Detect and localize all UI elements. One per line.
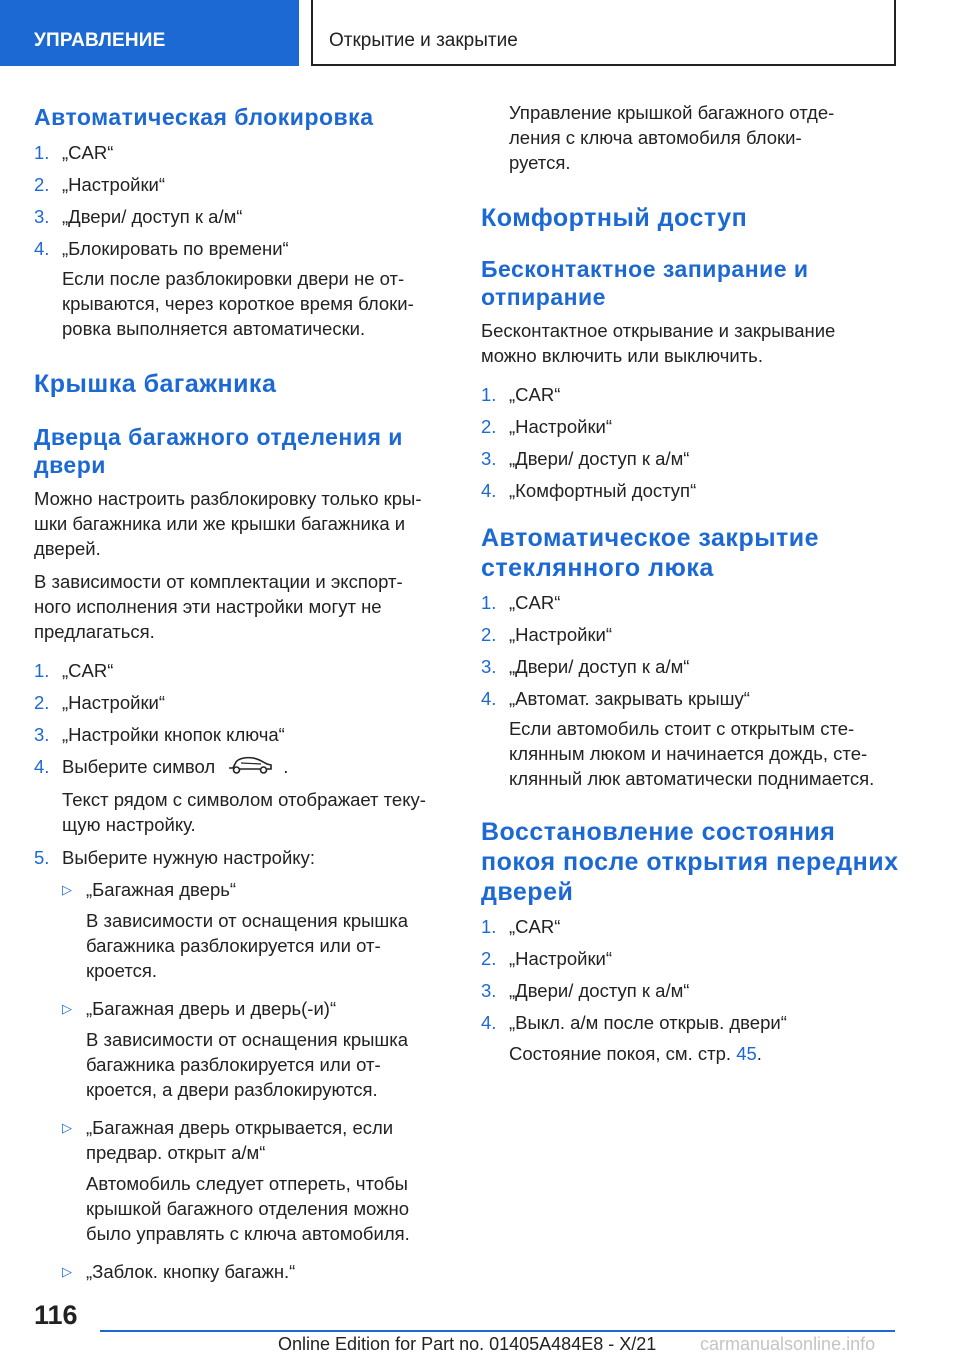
comfort-access-heading: Комфортный доступ xyxy=(481,204,748,232)
list-item: 1. „CAR“ xyxy=(481,384,561,405)
footer-divider xyxy=(100,1330,895,1332)
trunk-note-continued: Управление крышкой багажного отде- ления с ключа автомобиля блоки- руется. xyxy=(509,102,835,173)
list-item: 2. „Настройки“ xyxy=(481,416,613,437)
list-item: 2. „Настройки“ xyxy=(481,624,613,645)
sunroof-steps xyxy=(481,590,901,711)
section-tab: УПРАВЛЕНИЕ xyxy=(0,0,299,66)
trunk-heading: Крышка багажника xyxy=(34,370,277,398)
list-item: 4. „Блокировать по времени“ xyxy=(34,238,289,259)
list-item: ▷ „Заблок. кнопку багажн.“ xyxy=(62,1261,296,1283)
sunroof-note: Если автомобиль стоит с открытым сте- клянным люком и начинается дождь, сте- клянный люк автоматически поднимается. xyxy=(509,718,875,789)
trunk-para-2: В зависимости от комплектации и экспорт- ного исполнения эти настройки могут не предлагаться. xyxy=(34,571,403,642)
comfort-access-subheading: Бесконтактное запирание и отпирание xyxy=(481,256,809,310)
car-trunk-symbol-icon xyxy=(227,754,273,782)
step4-note: Текст рядом с символом отображает теку- щую настройку. xyxy=(62,789,426,836)
list-item: 1. „CAR“ xyxy=(481,916,561,937)
right-column xyxy=(481,100,901,1066)
watermark: carmanualsonline.info xyxy=(700,1334,876,1354)
list-item: 2. „Настройки“ xyxy=(34,692,166,713)
list-item: 1. „CAR“ xyxy=(34,142,114,163)
edition-info: Online Edition for Part no. 01405A484E8 - X/21 xyxy=(278,1334,657,1354)
rest-state-steps xyxy=(481,914,901,1035)
list-item: ▷ „Багажная дверь и дверь(-и)“ xyxy=(62,998,337,1020)
list-item: 3. „Двери/ доступ к а/м“ xyxy=(481,656,690,677)
list-item: 2. „Настройки“ xyxy=(481,948,613,969)
list-item: 4. „Автомат. закрывать крышу“ xyxy=(481,688,750,709)
list-item: 5. Выберите нужную настройку: xyxy=(34,847,315,869)
trunk-subheading: Дверца багажного отделения и двери xyxy=(34,424,403,478)
list-item: ▷ „Багажная дверь открывается, если предвар. открыт а/м“ xyxy=(62,1117,394,1164)
chapter-title: Открытие и закрытие xyxy=(311,0,896,66)
list-item: 4. „Комфортный доступ“ xyxy=(481,480,697,501)
triangle-bullet-icon: ▷ xyxy=(62,882,72,898)
triangle-bullet-icon: ▷ xyxy=(62,1264,72,1280)
list-item: 3. „Двери/ доступ к а/м“ xyxy=(481,448,690,469)
trunk-options: ▷ „Багажная дверь“ В зависимости от оснащения крышка багажника разблокируется или от- кроется. ▷ „Багажная дверь и дверь(-и)“ В зависимости от оснащения крышка багажника разблокируется или от- кроется, а двери разблокируются. ▷ „Багажная дверь открывается, если предвар. открыт а/м“ Автомобиль следует отпереть, чтобы крышкой багажного отделения можно было управлять с ключа автомобиля. ▷ „Заблок. кнопку багажн.“ xyxy=(34,877,444,1284)
auto-lock-note: Если после разблокировки двери не от- крываются, через короткое время блоки- ровка выполняется автоматически. xyxy=(62,268,414,339)
list-item: 1. „CAR“ xyxy=(481,592,561,613)
trunk-steps xyxy=(34,658,444,782)
rest-state-note: Состояние покоя, см. стр. 45. xyxy=(509,1043,762,1064)
list-item: 2. „Настройки“ xyxy=(34,174,166,195)
list-item: 4. „Выкл. а/м после открыв. двери“ xyxy=(481,1012,787,1033)
list-item: 3. „Двери/ доступ к а/м“ xyxy=(34,206,243,227)
rest-state-heading: Восстановление состояния покоя после открытия передних дверей xyxy=(481,818,899,906)
page-number: 116 xyxy=(34,1300,78,1330)
list-item: 3. „Настройки кнопок ключа“ xyxy=(34,724,285,745)
comfort-access-para: Бесконтактное открывание и закрывание можно включить или выключить. xyxy=(481,320,836,366)
trunk-para-1: Можно настроить разблокировку только кры- шки багажника или же крышки багажника и дверей. xyxy=(34,488,422,559)
page-reference-link[interactable]: 45 xyxy=(736,1043,757,1064)
sunroof-heading: Автоматическое закрытие стеклянного люка xyxy=(481,524,820,582)
comfort-access-steps xyxy=(481,382,901,503)
list-item: 3. „Двери/ доступ к а/м“ xyxy=(481,980,690,1001)
left-column xyxy=(34,100,444,1284)
auto-lock-heading: Автоматическая блокировка xyxy=(34,104,374,130)
list-item: 1. „CAR“ xyxy=(34,660,114,681)
triangle-bullet-icon: ▷ xyxy=(62,1120,72,1136)
auto-lock-steps xyxy=(34,140,444,261)
list-item: ▷ „Багажная дверь“ xyxy=(62,879,237,901)
list-item: 4. Выберите символ . xyxy=(34,754,444,782)
triangle-bullet-icon: ▷ xyxy=(62,1001,72,1017)
